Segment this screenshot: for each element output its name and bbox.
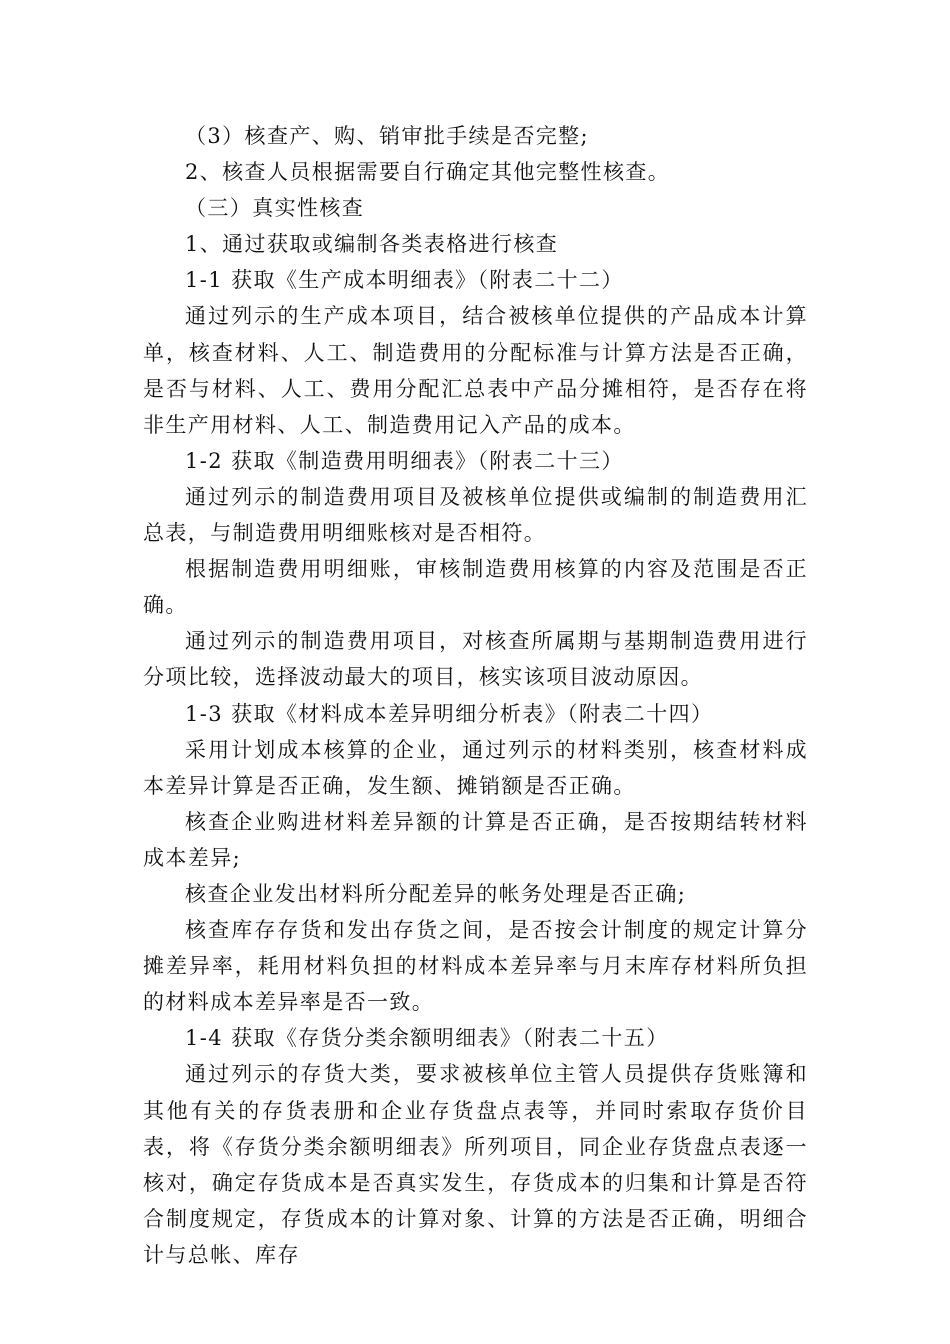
paragraph-manufacturing-summary: 通过列示的制造费用项目及被核单位提供或编制的制造费用汇总表，与制造费用明细账核对是否相符。 (143, 484, 808, 546)
paragraph-planned-cost: 采用计划成本核算的企业，通过列示的材料类别，核查材料成本差异计算是否正确，发生额、摊销额是否正确。 (143, 737, 808, 798)
subheading-1-1: 1-1 获取《生产成本明细表》（附表二十二） (185, 268, 624, 293)
subheading-1-2: 1-2 获取《制造费用明细表》（附表二十三） (185, 448, 624, 473)
paragraph-inventory-check: 通过列示的存货大类，要求被核单位主管人员提供存货账簿和其他有关的存货表册和企业存货盘点表等，并同时索取存货价目表，将《存货分类余额明细表》所列项目，同企业存货盘点表逐一核对，确定存货成本是否真实发生，存货成本的归集和计算是否符合制度规定，存货成本的计算对象、计算的方法是否正确，明细合计与总帐、库存 (143, 1062, 808, 1267)
subheading-1-4: 1-4 获取《存货分类余额明细表》（附表二十五） (185, 1026, 669, 1051)
paragraph-item-3-approval: （3）核查产、购、销审批手续是否完整; (185, 124, 590, 148)
paragraph-production-cost: 通过列示的生产成本项目，结合被核单位提供的产品成本计算单，核查材料、人工、制造费用的分配标准与计算方法是否正确，是否与材料、人工、费用分配汇总表中产品分摊相符，是否存在将非生产用材料、人工、制造费用记入产品的成本。 (143, 304, 808, 437)
paragraph-item-2-other-checks: 2、核查人员根据需要自行确定其他完整性核查。 (185, 160, 671, 185)
subheading-1-3: 1-3 获取《材料成本差异明细分析表》（附表二十四） (185, 701, 714, 726)
paragraph-manufacturing-scope: 根据制造费用明细账，审核制造费用核算的内容及范围是否正确。 (143, 557, 808, 618)
section-heading-authenticity: （三）真实性核查 (185, 196, 365, 221)
paragraph-manufacturing-comparison: 通过列示的制造费用项目，对核查所属期与基期制造费用进行分项比较，选择波动最大的项目，核实该项目波动原因。 (143, 629, 808, 690)
paragraph-variance-rate: 核查库存存货和发出存货之间，是否按会计制度的规定计算分摊差异率，耗用材料负担的材料成本差异率与月末库存材料所负担的材料成本差异率是否一致。 (143, 918, 808, 1015)
paragraph-purchase-variance: 核查企业购进材料差异额的计算是否正确，是否按期结转材料成本差异; (143, 809, 808, 870)
subheading-tables: 1、通过获取或编制各类表格进行核查 (185, 232, 559, 257)
document-body (143, 118, 808, 1273)
paragraph-issued-variance: 核查企业发出材料所分配差异的帐务处理是否正确; (185, 881, 687, 906)
